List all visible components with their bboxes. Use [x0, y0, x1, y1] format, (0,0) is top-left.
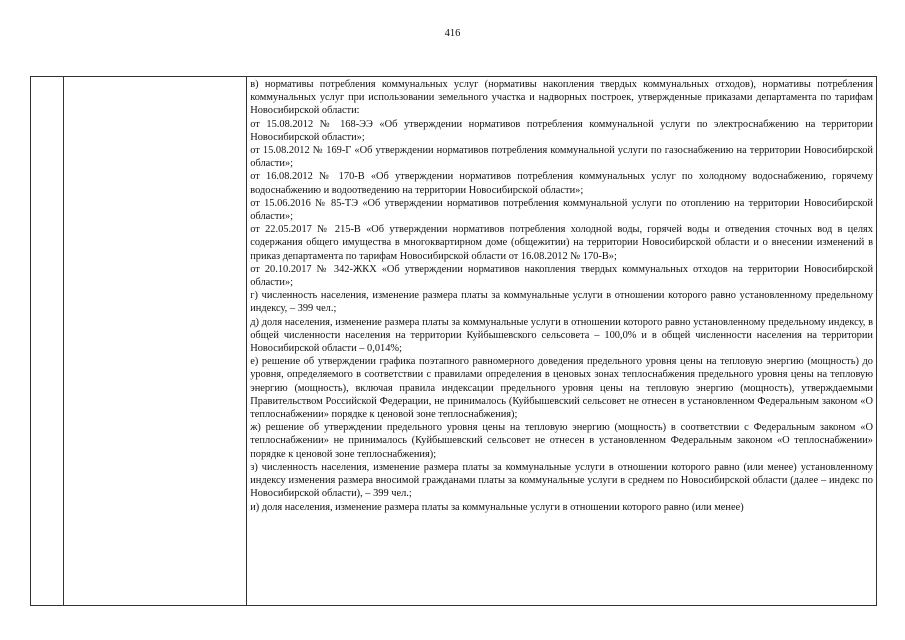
name-cell	[64, 77, 247, 606]
paragraph-z: з) численность населения, изменение размера платы за коммунальные услуги в отношении которого равно (или менее) установленному индексу изменения размера вносимой гражданами платы за коммунальные услуги в среднем по Новосибирской области (далее – индекс по Новосибирской области), – 399 чел.;	[250, 461, 873, 500]
paragraph-order-169: от 15.08.2012 № 169-Г «Об утверждении нормативов потребления коммунальной услуги по газоснабжению на территории Новосибирской области»;	[250, 145, 873, 170]
paragraph-order-342: от 20.10.2017 № 342-ЖКХ «Об утверждении нормативов накопления твердых коммунальных отходов на территории Новосибирской области»;	[250, 263, 873, 289]
paragraph-order-168: от 15.08.2012 № 168-ЭЭ «Об утверждении нормативов потребления коммунальной услуги по электроснабжению на территории Новосибирской области»;	[250, 118, 873, 143]
document-table	[30, 76, 877, 606]
number-cell	[31, 77, 64, 606]
paragraph-e: е) решение об утверждении графика поэтапного равномерного доведения предельного уровня цены на тепловую энергию (мощность) до уровня, определяемого в соответствии с правилами определения в ценовых зонах теплоснабжения предельного уровня цены на тепловую энергию (мощность), включая правила индексации предельного уровня цены на тепловую энергию (мощность), утверждаемыми Правительством Российской Федерации, не принималось (Куйбышевский сельсовет не отнесен в установленном Федеральным законом «О теплоснабжении» порядке к ценовой зоне теплоснабжения);	[250, 356, 873, 421]
table-row	[31, 77, 877, 606]
content-cell	[247, 77, 877, 606]
paragraph-order-85: от 15.06.2016 № 85-ТЭ «Об утверждении нормативов потребления коммунальной услуги по отоплению на территории Новосибирской области»;	[250, 197, 873, 223]
paragraph-i: и) доля населения, изменение размера платы за коммунальные услуги в отношении которого равно (или менее)	[250, 501, 744, 513]
page-number: 416	[444, 28, 461, 39]
paragraph-d: д) доля населения, изменение размера платы за коммунальные услуги в отношении которого равно установленному предельному индексу, в общей численности населения на территории Куйбышевского сельсовета – 100,0% и в общей численности населения на территории Новосибирской области – 0,014%;	[250, 316, 873, 355]
paragraph-zh: ж) решение об утверждении предельного уровня цены на тепловую энергию (мощность) в соответствии с Федеральным законом «О теплоснабжении» не принималось (Куйбышевский сельсовет не отнесен в установленном Федеральным законом «О теплоснабжении» порядке к ценовой зоне теплоснабжения);	[250, 422, 873, 460]
paragraph-order-215: от 22.05.2017 № 215-В «Об утверждении нормативов потребления холодной воды, горячей воды и отведения сточных вод в целях содержания общего имущества в многоквартирном доме (общежитии) на территории Новосибирской области и о внесении изменений в приказ департамента по тарифам Новосибирской области от 16.08.2012 № 170-В»;	[250, 224, 873, 262]
paragraph-g: г) численность населения, изменение размера платы за коммунальные услуги в отношении которого равно установленному предельному индексу, – 399 чел.;	[250, 290, 873, 315]
paragraph-order-170: от 16.08.2012 № 170-В «Об утверждении нормативов потребления коммунальных услуг по холодному водоснабжению, горячему водоснабжению и водоотведению на территории Новосибирской области»;	[250, 171, 873, 196]
paragraph-v-heading: в) нормативы потребления коммунальных услуг (нормативы накопления твердых коммунальных отходов), нормативы потребления коммунальных услуг при использовании земельного участка и надворных построек, утвержденные приказами департамента по тарифам Новосибирской области:	[250, 79, 873, 117]
